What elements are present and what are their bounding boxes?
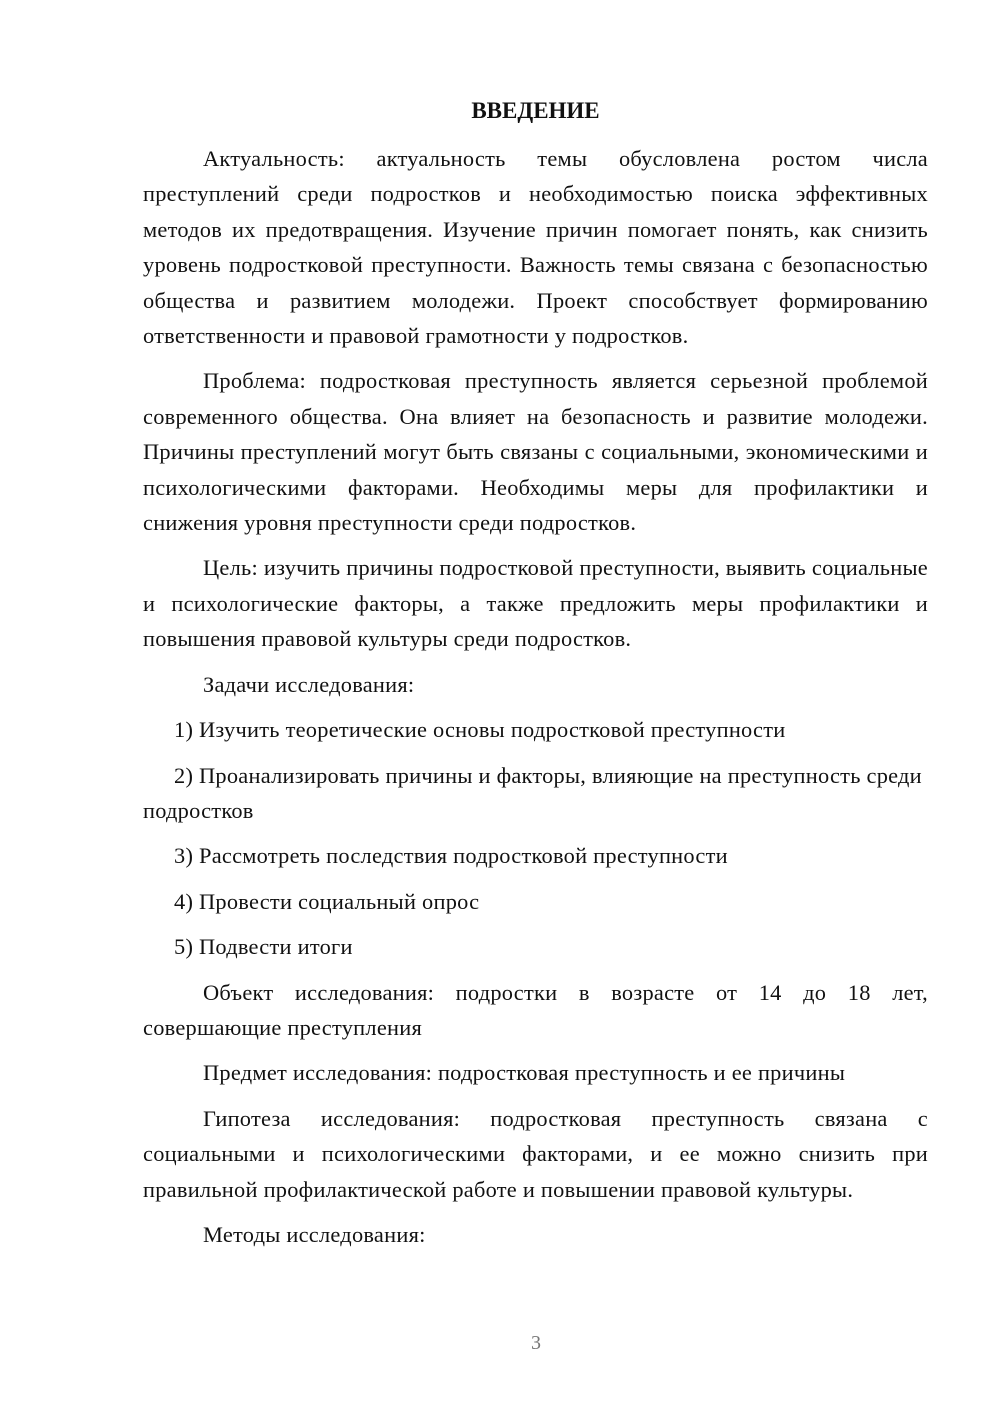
methods-heading: Методы исследования: [203,1221,426,1247]
tasks-heading: Задачи исследования: [203,671,415,697]
page-number: 3 [531,1332,541,1354]
goal-paragraph: Цель: изучить причины подростковой преступности, выявить социальные и психологические факторы, а также предложить меры профилактики и повышения правовой культуры среди подростков. [143,555,928,652]
task-item: 4) Провести социальный опрос [174,888,480,914]
task-item: 1) Изучить теоретические основы подростковой преступности [174,717,786,743]
object-paragraph: Объект исследования: подростки в возрасте от 14 до 18 лет, совершающие преступления [143,979,928,1040]
task-item: 2) Проанализировать причины и факторы, влияющие на преступность среди подростков [143,762,922,823]
problem-paragraph: Проблема: подростковая преступность является серьезной проблемой современного общества. Она влияет на безопасность и развитие молодежи. Причины преступлений могут быть связаны с социальными, экономическими и психологическими факторами. Необходимы меры для профилактики и снижения уровня преступности среди подростков. [143,368,928,536]
subject-paragraph: Предмет исследования: подростковая преступность и ее причины [203,1060,846,1086]
document-page [143,95,928,1262]
hypothesis-paragraph: Гипотеза исследования: подростковая преступность связана с социальными и психологическими факторами, и ее можно снизить при правильной профилактической работе и повышении правовой культуры. [143,1105,928,1202]
task-item: 5) Подвести итоги [174,934,353,960]
relevance-paragraph: Актуальность: актуальность темы обусловлена ростом числа преступлений среди подростков и необходимостью поиска эффективных методов их предотвращения. Изучение причин помогает понять, как снизить уровень подростковой преступности. Важность темы связана с безопасностью общества и развитием молодежи. Проект способствует формированию ответственности и правовой грамотности у подростков. [143,146,928,349]
section-title: ВВЕДЕНИЕ [471,98,600,123]
task-item: 3) Рассмотреть последствия подростковой преступности [174,843,728,869]
